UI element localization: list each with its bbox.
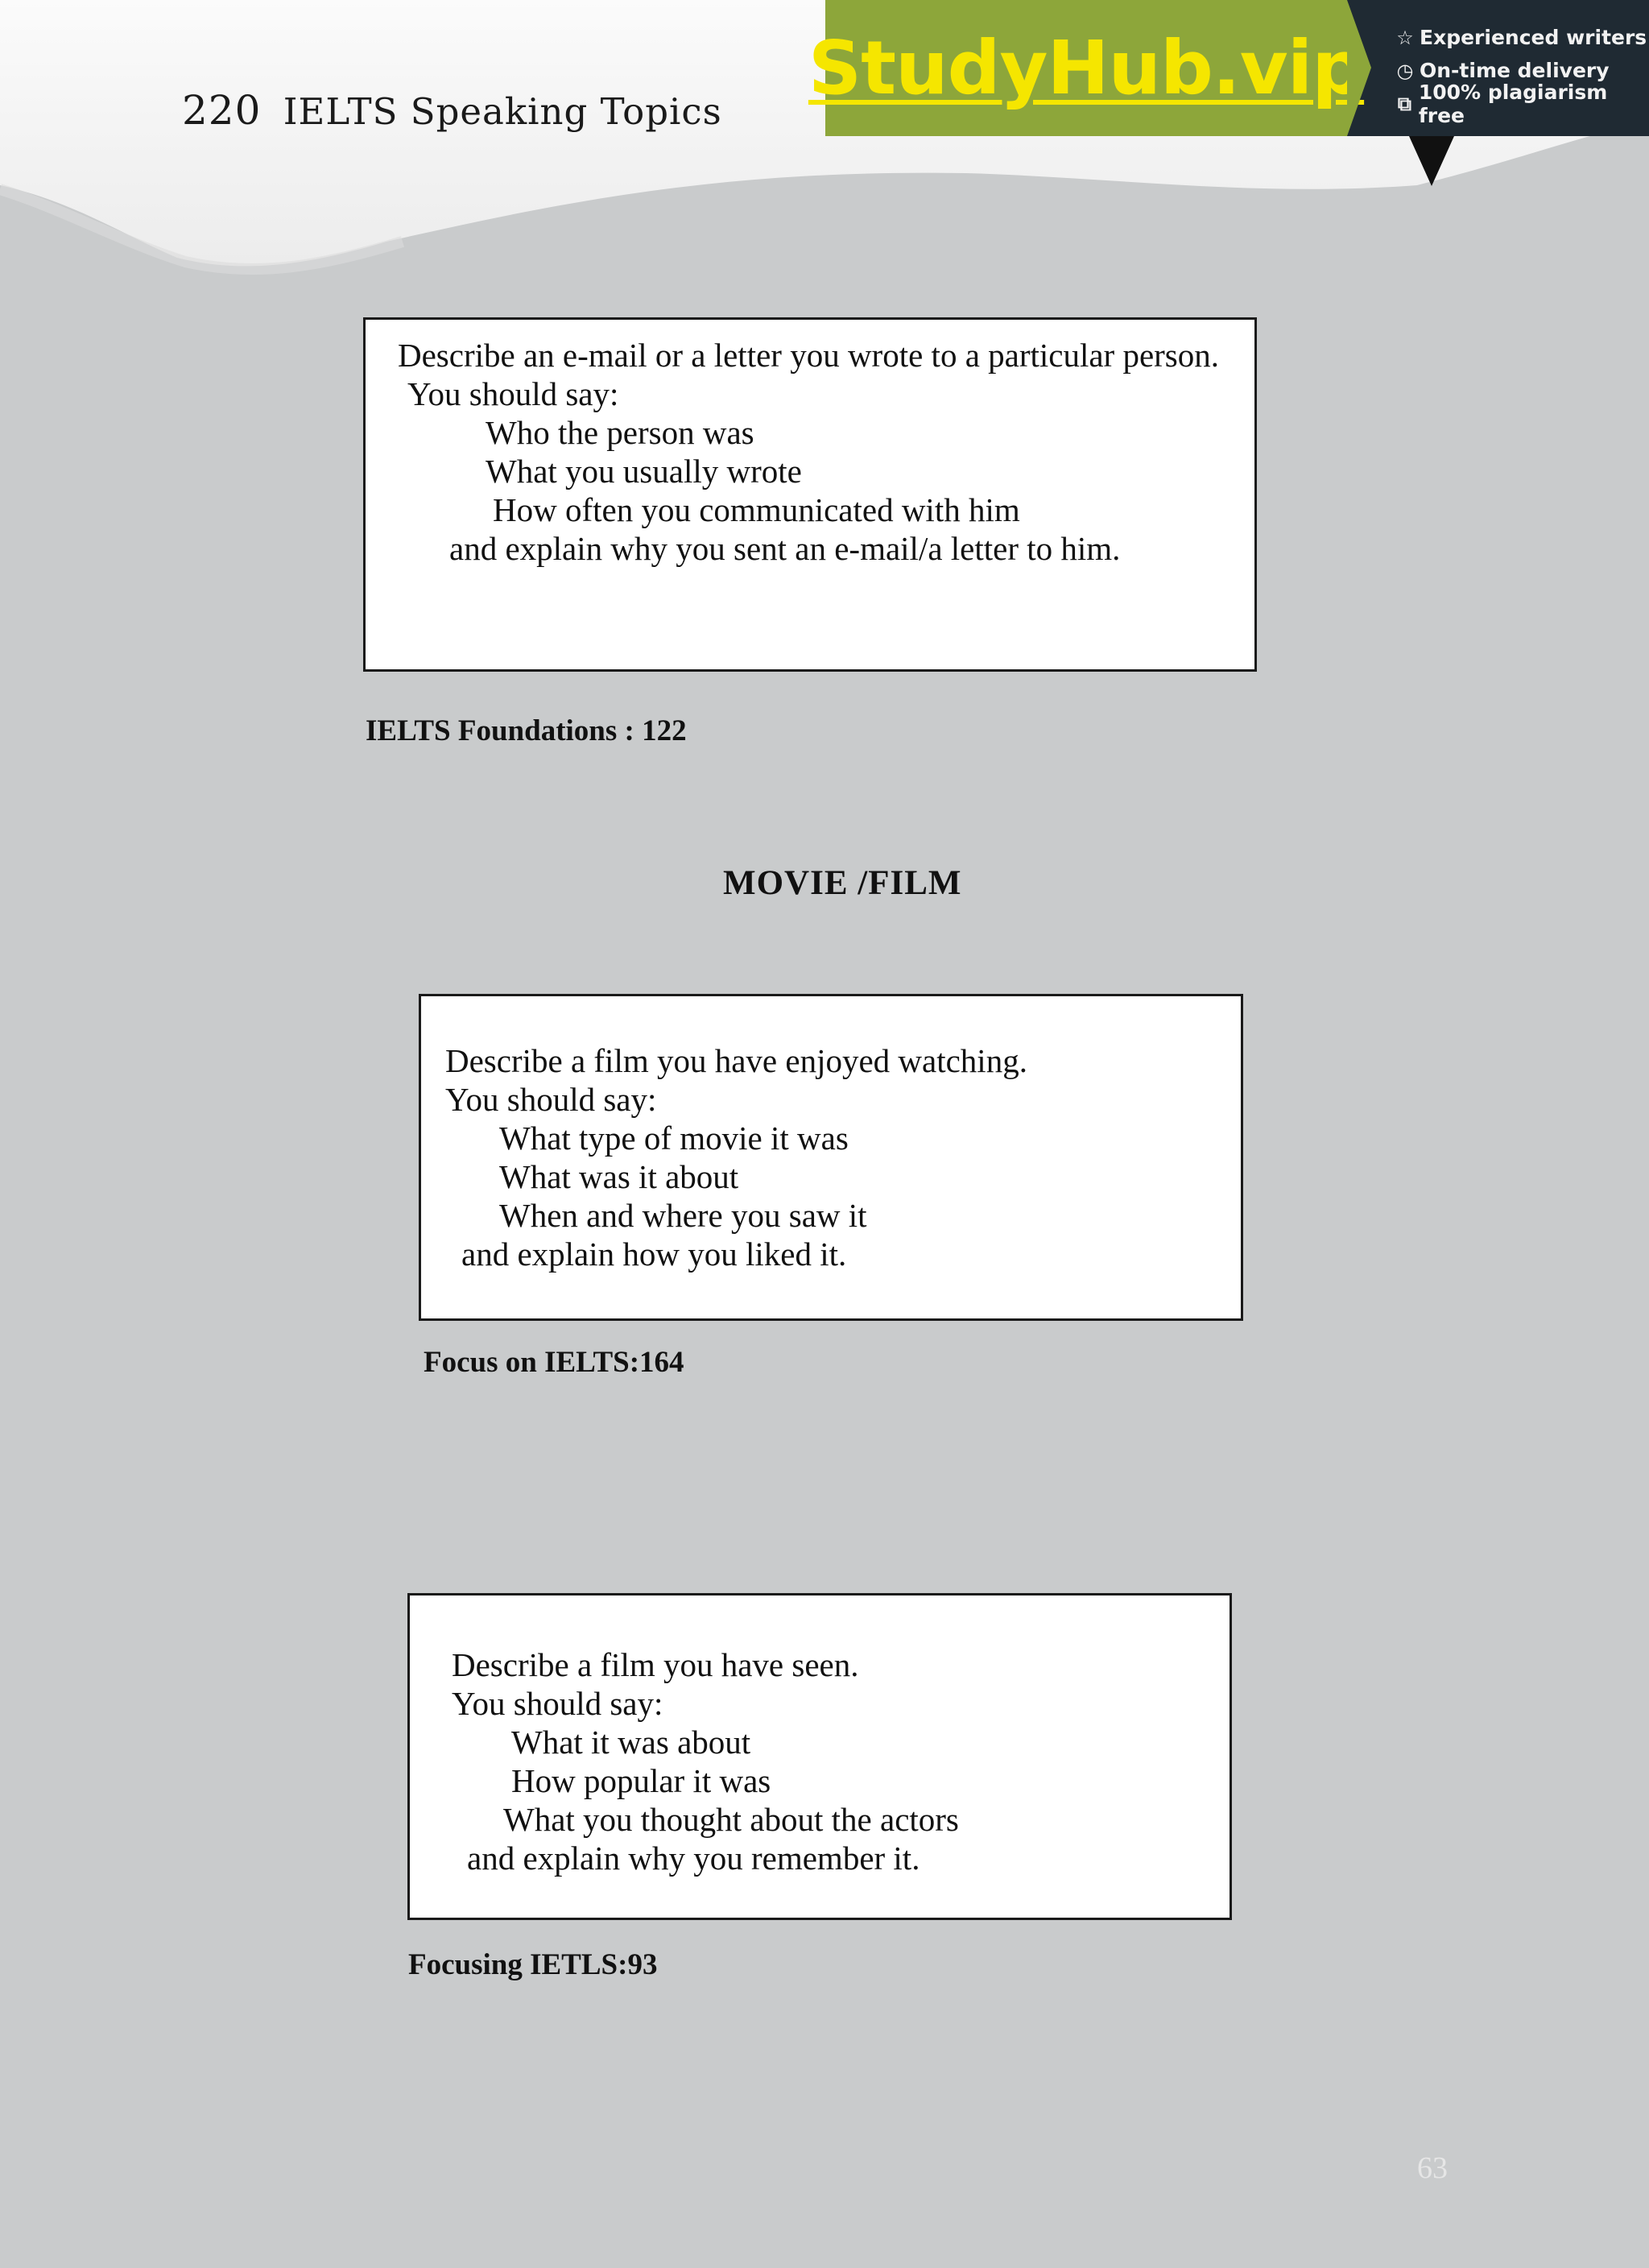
- cue-point: How popular it was: [511, 1762, 771, 1799]
- studyhub-banner[interactable]: [808, 0, 1649, 136]
- brand-link[interactable]: StudyHub.vip: [808, 25, 1365, 111]
- clock-icon: ◷: [1396, 59, 1414, 82]
- cue-prompt: Describe a film you have enjoyed watching.: [445, 1042, 1027, 1079]
- banner-features-panel: [1347, 0, 1649, 136]
- cue-explain: and explain why you remember it.: [467, 1840, 920, 1877]
- page-number: 63: [1417, 2151, 1448, 2185]
- feature-label: On-time delivery: [1420, 59, 1610, 82]
- cue-point: What type of movie it was: [499, 1120, 849, 1157]
- section-heading: MOVIE /FILM: [723, 864, 962, 902]
- feature-item: [1395, 21, 1649, 54]
- cue-instruction: You should say:: [407, 375, 619, 412]
- book-header: [182, 87, 722, 134]
- cue-card-film-seen: [407, 1593, 1232, 1920]
- cue-point: How often you communicated with him: [493, 491, 1020, 528]
- cue-explain: and explain why you sent an e-mail/a letter to him.: [449, 530, 1121, 567]
- cue-point: What was it about: [499, 1158, 739, 1195]
- cue-explain: and explain how you liked it.: [461, 1235, 847, 1273]
- header-title-text: IELTS Speaking Topics: [283, 90, 722, 133]
- cue-prompt: Describe a film you have seen.: [452, 1646, 859, 1683]
- source-reference: IELTS Foundations : 122: [366, 714, 687, 747]
- star-icon: ☆: [1396, 26, 1414, 49]
- cue-card-email: [363, 317, 1257, 672]
- feature-label: Experienced writers: [1420, 26, 1647, 49]
- cue-point: Who the person was: [486, 414, 754, 451]
- source-reference: Focusing IETLS:93: [408, 1948, 658, 1981]
- cue-prompt: Describe an e-mail or a letter you wrote to a particular person.: [398, 337, 1220, 374]
- feature-item: [1395, 80, 1649, 127]
- cue-point: What you usually wrote: [486, 453, 802, 490]
- cue-point: What it was about: [511, 1724, 751, 1761]
- feature-label: 100% plagiarism free: [1418, 80, 1608, 127]
- cue-point: What you thought about the actors: [503, 1801, 959, 1838]
- copy-icon: ⧉: [1397, 92, 1411, 115]
- triangle-marker-icon: [1409, 136, 1454, 186]
- source-reference: Focus on IELTS:164: [424, 1346, 684, 1379]
- banner-brand-panel[interactable]: [808, 0, 1365, 136]
- cue-card-film-enjoyed: [419, 994, 1243, 1321]
- cue-point: When and where you saw it: [499, 1197, 867, 1234]
- cue-instruction: You should say:: [452, 1685, 663, 1722]
- cue-instruction: You should say:: [445, 1081, 657, 1118]
- header-page-number: 220: [182, 87, 262, 134]
